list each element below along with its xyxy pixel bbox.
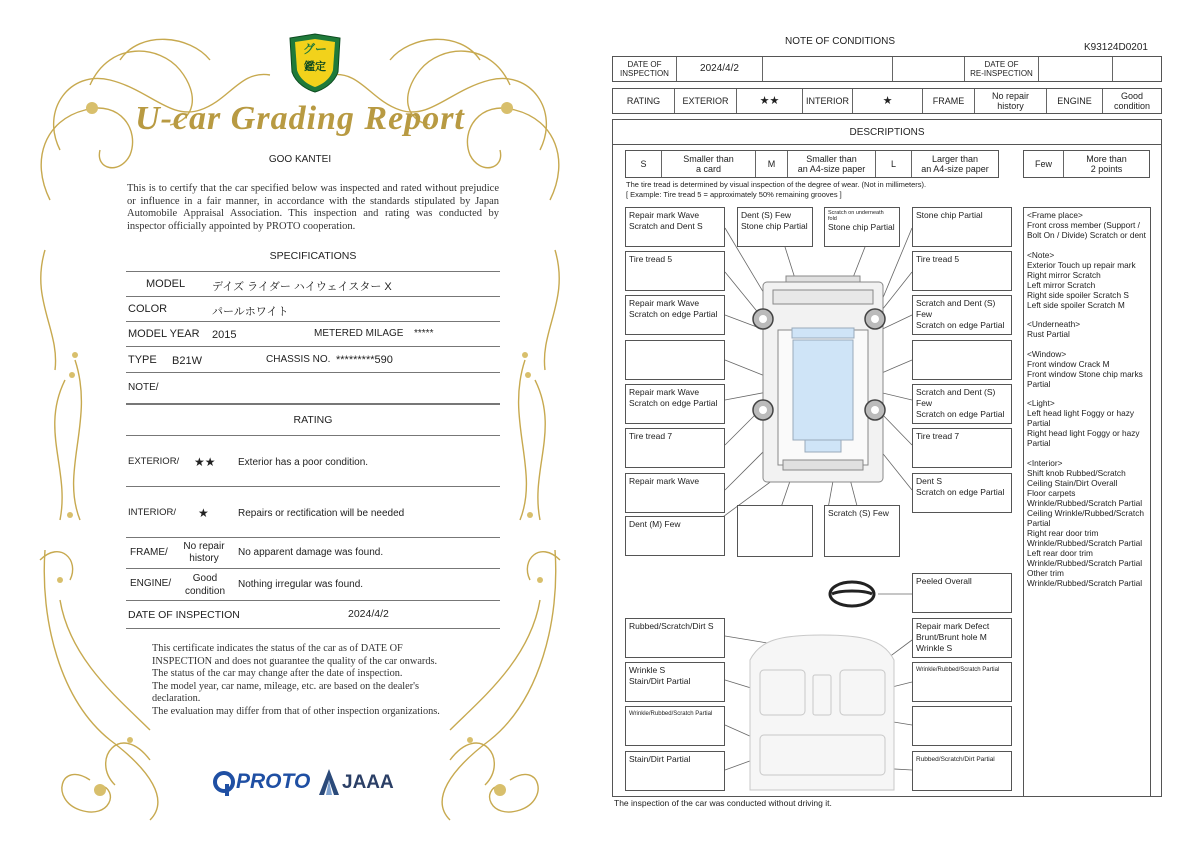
specifications-header: SPECIFICATIONS [269,250,357,262]
interior-box-4 [625,662,725,702]
exterior-text: Exterior has a poor condition. [238,457,369,468]
exterior-box-11-line-1: Tire tread 7 [629,431,673,441]
notes-interior-1: Shift knob Rubbed/Scratch [1027,467,1126,478]
sheet-title: NOTE OF CONDITIONS [785,36,895,47]
jaaa-logo-text: JAAA [342,772,394,793]
exterior-box-7-line-1: Repair mark Wave [629,298,700,308]
interior-box-7-line-1: Stain/Dirt Partial [629,754,691,764]
notes-note-5: Left side spoiler Scratch M [1027,299,1125,310]
exterior-box-12-line-1: Tire tread 7 [916,431,960,441]
interior-box-6 [625,706,725,746]
note-row [126,373,500,404]
notes-note-section [1027,250,1147,310]
type-row [126,347,500,373]
footer-line-4: The model year, car name, mileage, etc. are based on the dealer's [152,680,420,692]
notes-note-heading: <Note> [1027,249,1055,260]
frame-value-2: history [189,553,219,564]
rating-header: RATING [293,414,333,426]
notes-note-1: Exterior Touch up repair mark [1027,259,1136,270]
engine-value-line-1: Good [1120,91,1144,101]
exterior-box-7 [625,295,725,335]
notes-light-heading: <Light> [1027,398,1055,408]
notes-frame-1: Front cross member (Support / Bolt On / Divide) Scratch or dent [1027,220,1146,240]
exterior-box-3-line-2: fold [828,216,837,222]
reinspect-line-1: DATE OF [984,60,1019,69]
model-year-label: MODEL YEAR [128,328,200,340]
interior-label: INTERIOR [803,89,853,113]
notes-light-section [1027,398,1147,448]
notes-panel [1023,207,1151,797]
interior-box-4-line-1: Wrinkle S [629,665,666,675]
interior-row [126,487,500,538]
exterior-box-6-line-1: Tire tread 5 [916,254,960,264]
notes-light-1: Left head light Foggy or hazy Partial [1027,408,1135,428]
exterior-box-14 [912,473,1012,513]
engine-text: Nothing irregular was found. [238,579,364,590]
exterior-box-15 [625,516,725,556]
frame-value-line-2: history [997,101,1024,111]
exterior-box-1-line-1: Repair mark Wave [629,210,700,220]
exterior-box-empty-3 [737,505,813,557]
interior-label: INTERIOR/ [128,507,177,518]
date-row [126,601,500,629]
exterior-box-empty-2 [912,340,1012,380]
sheet-footer: The inspection of the car was conducted without driving it. [614,798,832,808]
exterior-stars: ★★ [737,89,803,113]
exterior-box-16 [824,505,900,557]
few-desc-2: 2 points [1090,164,1123,174]
exterior-box-5 [625,251,725,291]
type-label: TYPE [128,354,157,366]
certificate-footer [152,643,482,718]
notes-underneath-heading: <Underneath> [1027,319,1081,329]
descriptions-header: DESCRIPTIONS [612,119,1162,145]
size-s: S [626,151,662,177]
frame-value-1: No repair [183,541,225,552]
frame-label: FRAME [923,89,975,113]
exterior-box-10 [912,384,1012,424]
size-s-desc-2: a card [695,164,721,174]
exterior-box-3-line-1: Scratch on underneath [828,210,884,216]
exterior-box-3-line-3: Stone chip Partial [828,222,895,232]
frame-row [126,538,500,569]
notes-light-2: Right head light Foggy or hazy Partial [1027,428,1140,448]
size-l-desc-2: an A4-size paper [921,164,989,174]
date-label: DATE OF INSPECTION [128,609,240,621]
exterior-box-6 [912,251,1012,291]
model-value: デイズ ライダー ハイウェイスター X [212,281,392,293]
exterior-box-12 [912,428,1012,468]
interior-box-empty [912,706,1012,746]
few-desc-1: More than [1086,154,1127,164]
few-label: Few [1024,151,1064,177]
frame-value-line-1: No repair [991,91,1029,101]
notes-underneath-section [1027,319,1147,339]
tread-note-line-1: The tire tread is determined by visual inspection of the degree of wear. (Not in millimeters). [626,180,927,189]
interior-box-2 [625,618,725,658]
exterior-box-7-line-2: Scratch on edge Partial [629,309,718,319]
exterior-label: EXTERIOR/ [128,456,180,467]
interior-box-8 [912,751,1012,791]
proto-logo-icon [212,770,236,796]
color-row [126,297,500,322]
exterior-box-1 [625,207,725,247]
chassis-value: *********590 [336,354,393,366]
badge-bottom-text: 鑑定 [304,61,326,73]
interior-stars: ★ [198,506,209,520]
notes-interior-5: Right rear door trim Wrinkle/Rubbed/Scratch Partial [1027,527,1143,548]
chassis-label: CHASSIS NO. [266,354,331,365]
notes-interior-6: Left rear door trim Wrinkle/Rubbed/Scratch Partial [1027,547,1143,568]
exterior-box-5-line-1: Tire tread 5 [629,254,673,264]
notes-note-3: Left mirror Scratch [1027,279,1096,290]
exterior-box-15-line-1: Dent (M) Few [629,519,681,529]
notes-underneath-1: Rust Partial [1027,329,1070,339]
notes-note-2: Right mirror Scratch [1027,269,1101,280]
metered-value: ***** [414,328,434,339]
footer-line-6: The evaluation may differ from that of other inspection organizations. [152,705,440,717]
interior-box-1 [912,573,1012,613]
interior-box-3-line-2: Brunt/Brunt hole M [916,632,987,642]
size-s-desc-1: Smaller than [683,154,734,164]
certificate-title: U-car Grading Report [135,100,465,137]
exterior-box-9 [625,384,725,424]
engine-label: ENGINE [1047,89,1103,113]
type-value: B21W [172,355,202,367]
rating-header-row [126,404,500,436]
exterior-box-2 [737,207,813,247]
exterior-box-10-line-1: Scratch and Dent (S) Few [916,387,996,408]
interior-box-7 [625,751,725,791]
interior-box-2-line-1: Rubbed/Scratch/Dirt S [629,621,714,631]
exterior-box-8-line-1: Scratch and Dent (S) Few [916,298,996,319]
tread-note-line-2: [ Example: Tire tread 5 = approximately 50% remaining grooves ] [626,190,842,199]
exterior-box-3 [824,207,900,247]
engine-value-1: Good [192,573,218,584]
date-label-line-1: DATE OF [627,60,662,69]
engine-label: ENGINE/ [130,578,172,589]
interior-box-4-line-2: Stain/Dirt Partial [629,676,691,686]
model-label: MODEL [146,278,186,290]
exterior-box-8 [912,295,1012,335]
exterior-box-2-line-1: Dent (S) Few [741,210,792,220]
badge-top-text: グー [302,42,327,56]
exterior-stars: ★★ [194,455,216,469]
certificate-intro: This is to certify that the car specified below was inspected and rated without prejudice or influence in a fair manner, in accordance with the standards stipulated by Japan Automobile Appraisal Association. This inspection and rating was conducted by inspector officially appointed by PROTO cooperation. [127,183,499,232]
interior-box-3 [912,618,1012,658]
size-m: M [756,151,788,177]
notes-interior-2: Ceiling Stain/Dirt Overall [1027,477,1118,488]
color-value: パールホワイト [212,306,289,318]
exterior-box-8-line-2: Scratch on edge Partial [916,320,1005,330]
interior-box-1-line-1: Peeled Overall [916,576,972,586]
metered-label: METERED MILAGE [314,328,404,339]
model-row [126,272,500,297]
steering-wheel-icon [830,582,874,606]
notes-interior-heading: <Interior> [1027,457,1063,468]
interior-box-3-line-1: Repair mark Defect [916,621,990,631]
exterior-box-4 [912,207,1012,247]
model-year-row [126,322,500,347]
size-m-desc-2: an A4-size paper [797,164,866,174]
exterior-box-9-line-2: Scratch on edge Partial [629,398,718,408]
notes-frame-heading: <Frame place> [1027,210,1083,220]
engine-row [126,569,500,601]
footer-line-3: The status of the car may change after the date of inspection. [152,668,403,679]
date-value: 2024/4/2 [348,608,389,620]
exterior-box-13-line-1: Repair mark Wave [629,476,700,486]
exterior-box-2-line-2: Stone chip Partial [741,221,808,231]
notes-interior-3: Floor carpets Wrinkle/Rubbed/Scratch Partial [1027,487,1143,508]
exterior-box-11 [625,428,725,468]
engine-value-line-2: condition [1113,101,1151,111]
size-m-desc-1: Smaller than [806,154,857,164]
notes-interior-section [1027,458,1147,588]
exterior-box-14-line-1: Dent S [916,476,942,486]
jaaa-logo-icon [318,768,340,796]
exterior-row [126,436,500,487]
notes-frame-section [1027,210,1147,240]
interior-box-8-line-1: Rubbed/Scratch/Dirt Partial [916,756,995,763]
note-label: NOTE/ [128,382,159,393]
exterior-box-13 [625,473,725,513]
doc-id: K93124D0201 [1084,42,1148,53]
exterior-box-9-line-1: Repair mark Wave [629,387,700,397]
notes-interior-7: Other trim Wrinkle/Rubbed/Scratch Partial [1027,567,1143,588]
rating-label: RATING [613,89,675,113]
notes-interior-4: Ceiling Wrinkle/Rubbed/Scratch Partial [1027,507,1144,528]
model-year-value: 2015 [212,329,237,341]
exterior-label: EXTERIOR [675,89,737,113]
size-l: L [876,151,912,177]
proto-logo-text: PROTO [236,770,311,793]
interior-box-3-line-3: Wrinkle S [916,643,953,653]
size-l-desc-1: Larger than [931,154,979,164]
frame-label: FRAME/ [130,547,168,558]
exterior-box-empty-1 [625,340,725,380]
footer-line-5: declaration. [152,693,201,704]
interior-box-5-line-1: Wrinkle/Rubbed/Scratch Partial [916,667,1000,673]
exterior-box-16-line-1: Scratch (S) Few [828,508,889,518]
reinspect-line-2: RE-INSPECTION [970,69,1033,78]
exterior-box-14-line-2: Scratch on edge Partial [916,487,1005,497]
notes-window-heading: <Window> [1027,348,1067,359]
engine-value-2: condition [184,586,226,597]
notes-window-section [1027,349,1147,389]
footer-line-2: INSPECTION and does not guarantee the quality of the car onwards. [152,655,438,667]
interior-stars: ★ [853,89,923,113]
interior-box-5 [912,662,1012,702]
interior-box-6-line-1: Wrinkle/Rubbed/Scratch Partial [629,711,713,717]
exterior-box-1-line-2: Scratch and Dent S [629,221,703,231]
date-inspection-value: 2024/4/2 [677,57,763,81]
frame-text: No apparent damage was found. [238,547,384,558]
color-label: COLOR [128,303,168,315]
interior-text: Repairs or rectification will be needed [238,508,405,519]
exterior-box-10-line-2: Scratch on edge Partial [916,409,1005,419]
notes-note-4: Right side spoiler Scratch S [1027,289,1129,300]
exterior-box-4-line-1: Stone chip Partial [916,210,983,220]
notes-window-1: Front window Crack M [1027,358,1110,369]
date-label-line-2: INSPECTION [620,69,669,78]
certificate-subtitle: GOO KANTEI [268,154,332,165]
notes-window-2: Front window Stone chip marks Partial [1027,368,1143,389]
footer-line-1: This certificate indicates the status of the car as of DATE OF [152,643,403,654]
